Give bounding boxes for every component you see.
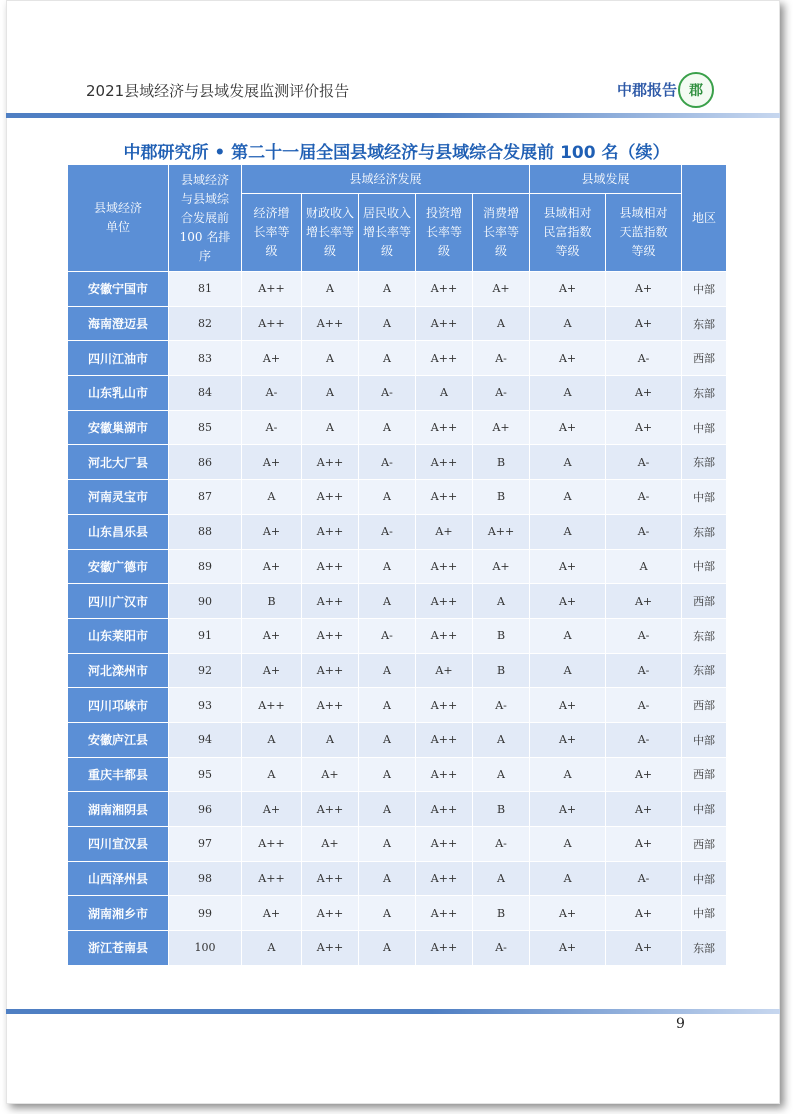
- econ-grade-cell: A++: [302, 792, 359, 827]
- econ-grade-cell: A+: [242, 549, 302, 584]
- rank-cell: 96: [169, 792, 242, 827]
- econ-grade-cell: A++: [416, 861, 473, 896]
- table-row: [68, 445, 727, 480]
- econ-grade-cell: A++: [416, 410, 473, 445]
- econ-grade-cell: A++: [302, 896, 359, 931]
- econ-grade-cell: A: [473, 861, 530, 896]
- econ-grade-cell: A++: [416, 688, 473, 723]
- econ-grade-cell: A++: [416, 827, 473, 862]
- col-header-consume-growth: 消费增长率等级: [473, 194, 530, 272]
- unit-name: 安徽广德市: [68, 549, 169, 584]
- col-header-bluesky-index: 县域相对天蓝指数等级: [606, 194, 682, 272]
- region-cell: 西部: [682, 688, 727, 723]
- econ-grade-cell: A+: [242, 653, 302, 688]
- econ-grade-cell: A++: [416, 792, 473, 827]
- econ-grade-cell: A+: [242, 618, 302, 653]
- econ-grade-cell: A++: [302, 514, 359, 549]
- rank-cell: 91: [169, 618, 242, 653]
- econ-grade-cell: A++: [473, 514, 530, 549]
- dev-grade-cell: A+: [606, 376, 682, 411]
- econ-grade-cell: A: [242, 757, 302, 792]
- dev-grade-cell: A+: [606, 896, 682, 931]
- rank-cell: 95: [169, 757, 242, 792]
- region-cell: 中部: [682, 549, 727, 584]
- unit-name: 山东乳山市: [68, 376, 169, 411]
- ranking-table: [67, 164, 727, 966]
- unit-name: 河南灵宝市: [68, 480, 169, 515]
- econ-grade-cell: A++: [302, 480, 359, 515]
- table-row: [68, 757, 727, 792]
- region-cell: 中部: [682, 792, 727, 827]
- econ-grade-cell: A++: [302, 306, 359, 341]
- col-header-income-growth: 居民收入增长率等级: [359, 194, 416, 272]
- table-row: [68, 584, 727, 619]
- econ-grade-cell: A: [359, 792, 416, 827]
- econ-grade-cell: A++: [416, 445, 473, 480]
- region-cell: 西部: [682, 827, 727, 862]
- dev-grade-cell: A: [530, 480, 606, 515]
- unit-name: 河北滦州市: [68, 653, 169, 688]
- dev-grade-cell: A+: [606, 410, 682, 445]
- region-cell: 中部: [682, 272, 727, 307]
- table-row: [68, 341, 727, 376]
- econ-grade-cell: A: [473, 722, 530, 757]
- page-number: 9: [676, 1016, 685, 1032]
- unit-name: 山西泽州县: [68, 861, 169, 896]
- region-cell: 东部: [682, 653, 727, 688]
- econ-grade-cell: A: [359, 272, 416, 307]
- econ-grade-cell: A+: [242, 792, 302, 827]
- table-row: [68, 376, 727, 411]
- unit-name: 湖南湘乡市: [68, 896, 169, 931]
- dev-grade-cell: A: [530, 514, 606, 549]
- dev-grade-cell: A+: [606, 757, 682, 792]
- econ-grade-cell: A++: [416, 272, 473, 307]
- rank-cell: 97: [169, 827, 242, 862]
- econ-grade-cell: A+: [242, 514, 302, 549]
- econ-grade-cell: A+: [242, 445, 302, 480]
- region-cell: 东部: [682, 514, 727, 549]
- table-title: 中郡研究所 • 第二十一届全国县域经济与县域综合发展前 100 名（续）: [123, 143, 670, 163]
- unit-name: 安徽巢湖市: [68, 410, 169, 445]
- unit-name: 四川江油市: [68, 341, 169, 376]
- econ-grade-cell: A-: [242, 376, 302, 411]
- rank-cell: 85: [169, 410, 242, 445]
- rank-cell: 84: [169, 376, 242, 411]
- econ-grade-cell: A++: [242, 688, 302, 723]
- dev-grade-cell: A: [530, 306, 606, 341]
- table-row: [68, 722, 727, 757]
- rank-cell: 90: [169, 584, 242, 619]
- econ-grade-cell: A+: [416, 514, 473, 549]
- econ-grade-cell: B: [473, 618, 530, 653]
- econ-grade-cell: B: [473, 896, 530, 931]
- dev-grade-cell: A+: [606, 827, 682, 862]
- unit-name: 安徽庐江县: [68, 722, 169, 757]
- rank-cell: 88: [169, 514, 242, 549]
- econ-grade-cell: A++: [416, 549, 473, 584]
- dev-grade-cell: A+: [530, 722, 606, 757]
- unit-name: 安徽宁国市: [68, 272, 169, 307]
- unit-name: 四川广汉市: [68, 584, 169, 619]
- econ-grade-cell: A++: [416, 931, 473, 966]
- table-row: [68, 549, 727, 584]
- region-cell: 中部: [682, 410, 727, 445]
- header-rule: [6, 113, 780, 118]
- dev-grade-cell: A+: [530, 688, 606, 723]
- dev-grade-cell: A-: [606, 722, 682, 757]
- dev-grade-cell: A: [530, 861, 606, 896]
- unit-name: 四川邛崃市: [68, 688, 169, 723]
- table-row: [68, 861, 727, 896]
- econ-grade-cell: A+: [242, 341, 302, 376]
- econ-grade-cell: A-: [473, 931, 530, 966]
- region-cell: 西部: [682, 341, 727, 376]
- econ-grade-cell: A: [359, 896, 416, 931]
- col-group-econ: 县域经济发展: [242, 165, 530, 194]
- econ-grade-cell: A: [473, 306, 530, 341]
- econ-grade-cell: A: [359, 480, 416, 515]
- econ-grade-cell: A++: [302, 584, 359, 619]
- econ-grade-cell: A-: [359, 514, 416, 549]
- dev-grade-cell: A: [530, 653, 606, 688]
- econ-grade-cell: A++: [416, 480, 473, 515]
- econ-grade-cell: A++: [302, 653, 359, 688]
- table-row: [68, 792, 727, 827]
- rank-cell: 89: [169, 549, 242, 584]
- econ-grade-cell: A: [473, 584, 530, 619]
- dev-grade-cell: A-: [606, 480, 682, 515]
- region-cell: 中部: [682, 722, 727, 757]
- table-row: [68, 410, 727, 445]
- econ-grade-cell: A: [359, 688, 416, 723]
- econ-grade-cell: A++: [416, 584, 473, 619]
- unit-name: 山东莱阳市: [68, 618, 169, 653]
- econ-grade-cell: A: [242, 722, 302, 757]
- rank-cell: 83: [169, 341, 242, 376]
- econ-grade-cell: A++: [302, 549, 359, 584]
- brand-logo-icon: [678, 72, 714, 108]
- rank-cell: 94: [169, 722, 242, 757]
- col-group-dev: 县域发展: [530, 165, 682, 194]
- econ-grade-cell: A+: [416, 653, 473, 688]
- table-row: [68, 272, 727, 307]
- dev-grade-cell: A-: [606, 514, 682, 549]
- econ-grade-cell: A++: [416, 618, 473, 653]
- unit-name: 湖南湘阴县: [68, 792, 169, 827]
- unit-name: 河北大厂县: [68, 445, 169, 480]
- econ-grade-cell: A: [302, 722, 359, 757]
- region-cell: 东部: [682, 376, 727, 411]
- econ-grade-cell: B: [473, 480, 530, 515]
- dev-grade-cell: A+: [530, 896, 606, 931]
- table-row: [68, 688, 727, 723]
- report-title: 2021县域经济与县域发展监测评价报告: [86, 82, 350, 100]
- rank-cell: 99: [169, 896, 242, 931]
- region-cell: 中部: [682, 861, 727, 896]
- econ-grade-cell: A: [359, 306, 416, 341]
- table-row: [68, 514, 727, 549]
- table-row: [68, 306, 727, 341]
- econ-grade-cell: A-: [473, 688, 530, 723]
- econ-grade-cell: A: [302, 272, 359, 307]
- econ-grade-cell: B: [473, 792, 530, 827]
- region-cell: 中部: [682, 896, 727, 931]
- econ-grade-cell: A: [359, 341, 416, 376]
- rank-cell: 86: [169, 445, 242, 480]
- econ-grade-cell: A: [359, 827, 416, 862]
- econ-grade-cell: A-: [473, 376, 530, 411]
- econ-grade-cell: A+: [473, 549, 530, 584]
- econ-grade-cell: B: [242, 584, 302, 619]
- dev-grade-cell: A: [606, 549, 682, 584]
- unit-name: 山东昌乐县: [68, 514, 169, 549]
- dev-grade-cell: A+: [606, 272, 682, 307]
- econ-grade-cell: A: [302, 376, 359, 411]
- econ-grade-cell: A+: [473, 272, 530, 307]
- econ-grade-cell: A++: [416, 722, 473, 757]
- econ-grade-cell: A: [359, 584, 416, 619]
- table-row: [68, 618, 727, 653]
- brand-name: 中郡报告: [617, 81, 678, 99]
- dev-grade-cell: A: [530, 376, 606, 411]
- table-row: [68, 827, 727, 862]
- econ-grade-cell: A++: [302, 688, 359, 723]
- dev-grade-cell: A+: [606, 931, 682, 966]
- dev-grade-cell: A+: [530, 272, 606, 307]
- dev-grade-cell: A-: [606, 341, 682, 376]
- econ-grade-cell: A+: [302, 757, 359, 792]
- rank-cell: 92: [169, 653, 242, 688]
- econ-grade-cell: A: [359, 653, 416, 688]
- econ-grade-cell: A++: [302, 931, 359, 966]
- econ-grade-cell: A++: [242, 272, 302, 307]
- region-cell: 西部: [682, 757, 727, 792]
- econ-grade-cell: A-: [359, 376, 416, 411]
- col-header-invest-growth: 投资增长率等级: [416, 194, 473, 272]
- econ-grade-cell: A: [359, 549, 416, 584]
- econ-grade-cell: A++: [242, 306, 302, 341]
- econ-grade-cell: A: [359, 861, 416, 896]
- rank-cell: 82: [169, 306, 242, 341]
- dev-grade-cell: A: [530, 827, 606, 862]
- econ-grade-cell: A++: [302, 861, 359, 896]
- econ-grade-cell: A++: [416, 757, 473, 792]
- dev-grade-cell: A+: [530, 410, 606, 445]
- dev-grade-cell: A-: [606, 861, 682, 896]
- region-cell: 东部: [682, 445, 727, 480]
- econ-grade-cell: B: [473, 653, 530, 688]
- econ-grade-cell: A: [416, 376, 473, 411]
- brand-logo-char: 郡: [689, 83, 703, 99]
- col-header-unit: 县域经济单位: [68, 165, 169, 272]
- dev-grade-cell: A: [530, 757, 606, 792]
- unit-name: 重庆丰都县: [68, 757, 169, 792]
- region-cell: 西部: [682, 584, 727, 619]
- dev-grade-cell: A+: [530, 931, 606, 966]
- econ-grade-cell: A: [359, 410, 416, 445]
- dev-grade-cell: A+: [606, 584, 682, 619]
- unit-name: 浙江苍南县: [68, 931, 169, 966]
- dev-grade-cell: A-: [606, 618, 682, 653]
- econ-grade-cell: A++: [242, 861, 302, 896]
- dev-grade-cell: A: [530, 618, 606, 653]
- region-cell: 中部: [682, 480, 727, 515]
- table-row: [68, 653, 727, 688]
- econ-grade-cell: A++: [302, 618, 359, 653]
- dev-grade-cell: A+: [530, 792, 606, 827]
- econ-grade-cell: A++: [302, 445, 359, 480]
- unit-name: 四川宣汉县: [68, 827, 169, 862]
- rank-cell: 93: [169, 688, 242, 723]
- table-row: [68, 931, 727, 966]
- footer-rule: [6, 1009, 780, 1014]
- col-header-econ-growth: 经济增长率等级: [242, 194, 302, 272]
- econ-grade-cell: A: [242, 931, 302, 966]
- col-header-fiscal-growth: 财政收入增长率等级: [302, 194, 359, 272]
- col-header-wealth-index: 县域相对民富指数等级: [530, 194, 606, 272]
- econ-grade-cell: A+: [242, 896, 302, 931]
- col-header-rank: 县域经济与县域综合发展前 100 名排序: [169, 165, 242, 272]
- dev-grade-cell: A-: [606, 688, 682, 723]
- econ-grade-cell: A: [359, 722, 416, 757]
- econ-grade-cell: A++: [416, 896, 473, 931]
- econ-grade-cell: A-: [473, 827, 530, 862]
- region-cell: 东部: [682, 931, 727, 966]
- dev-grade-cell: A+: [530, 584, 606, 619]
- dev-grade-cell: A+: [606, 306, 682, 341]
- econ-grade-cell: A: [242, 480, 302, 515]
- unit-name: 海南澄迈县: [68, 306, 169, 341]
- econ-grade-cell: A: [302, 410, 359, 445]
- region-cell: 东部: [682, 306, 727, 341]
- econ-grade-cell: A: [473, 757, 530, 792]
- econ-grade-cell: A++: [242, 827, 302, 862]
- econ-grade-cell: B: [473, 445, 530, 480]
- econ-grade-cell: A: [359, 757, 416, 792]
- econ-grade-cell: A++: [416, 306, 473, 341]
- rank-cell: 87: [169, 480, 242, 515]
- rank-cell: 81: [169, 272, 242, 307]
- col-header-region: 地区: [682, 165, 727, 272]
- econ-grade-cell: A-: [242, 410, 302, 445]
- dev-grade-cell: A+: [606, 792, 682, 827]
- econ-grade-cell: A: [359, 931, 416, 966]
- region-cell: 东部: [682, 618, 727, 653]
- econ-grade-cell: A++: [416, 341, 473, 376]
- econ-grade-cell: A: [302, 341, 359, 376]
- dev-grade-cell: A-: [606, 653, 682, 688]
- econ-grade-cell: A-: [359, 618, 416, 653]
- dev-grade-cell: A-: [606, 445, 682, 480]
- table-row: [68, 480, 727, 515]
- econ-grade-cell: A+: [473, 410, 530, 445]
- econ-grade-cell: A-: [473, 341, 530, 376]
- rank-cell: 98: [169, 861, 242, 896]
- rank-cell: 100: [169, 931, 242, 966]
- dev-grade-cell: A+: [530, 549, 606, 584]
- econ-grade-cell: A+: [302, 827, 359, 862]
- dev-grade-cell: A+: [530, 341, 606, 376]
- table-row: [68, 896, 727, 931]
- econ-grade-cell: A-: [359, 445, 416, 480]
- dev-grade-cell: A: [530, 445, 606, 480]
